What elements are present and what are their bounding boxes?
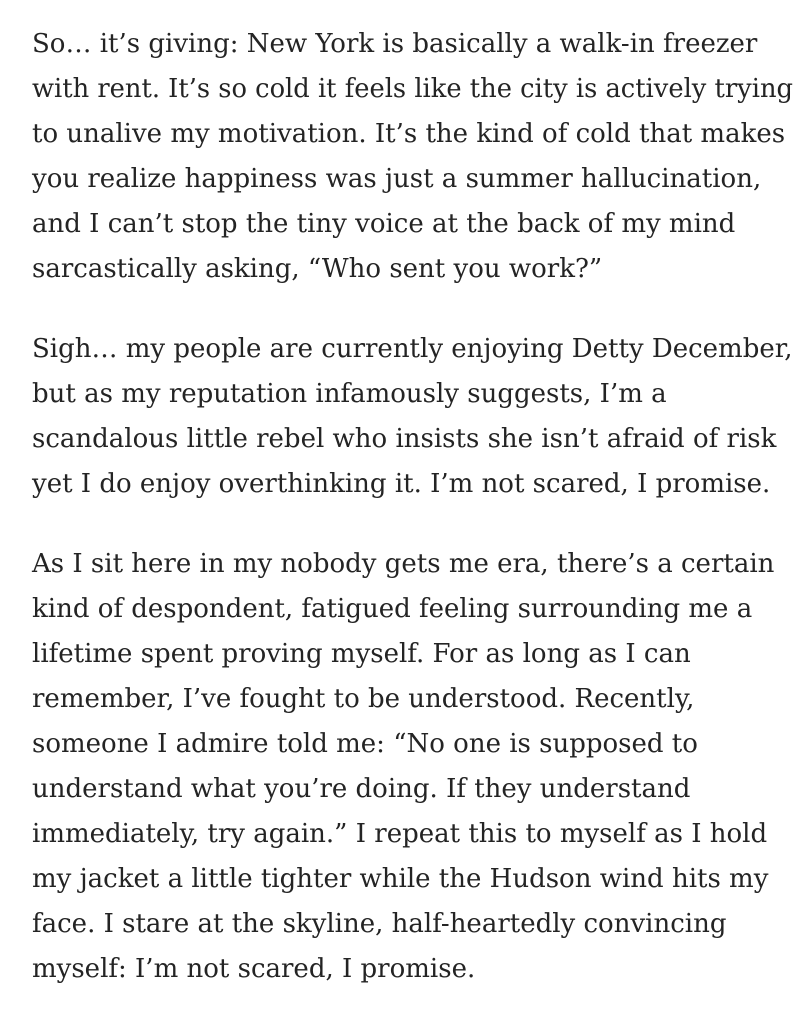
text-line: with rent. It’s so cold it feels like the city is actively trying [32, 74, 793, 104]
text-line: kind of despondent, fatigued feeling surrounding me a [32, 594, 753, 624]
text-line: to unalive my motivation. It’s the kind of cold that makes [32, 119, 786, 149]
text-line: face. I stare at the skyline, half-heartedly convincing [32, 909, 727, 939]
text-line: yet I do enjoy overthinking it. I’m not scared, I promise. [32, 469, 771, 499]
paragraph-3 [32, 542, 787, 992]
text-line: sarcastically asking, “Who sent you work?” [32, 254, 603, 284]
text-line: someone I admire told me: “No one is supposed to [32, 729, 698, 759]
text-line: myself: I’m not scared, I promise. [32, 954, 476, 984]
text-line: So… it’s giving: New York is basically a walk-in freezer [32, 29, 758, 59]
text-line: immediately, try again.” I repeat this to myself as I hold [32, 819, 768, 849]
text-line: lifetime spent proving myself. For as long as I can [32, 639, 691, 669]
text-line: you realize happiness was just a summer hallucination, [32, 164, 762, 194]
text-line: understand what you’re doing. If they understand [32, 774, 691, 804]
text-line: Sigh… my people are currently enjoying Detty December, [32, 334, 793, 364]
text-line: remember, I’ve fought to be understood. Recently, [32, 684, 695, 714]
text-line: scandalous little rebel who insists she isn’t afraid of risk [32, 424, 777, 454]
paragraph-1 [32, 22, 793, 292]
text-line: but as my reputation infamously suggests, I’m a [32, 379, 667, 409]
paragraph-2 [32, 327, 793, 507]
text-line: As I sit here in my nobody gets me era, there’s a certain [32, 549, 775, 579]
text-line: and I can’t stop the tiny voice at the back of my mind [32, 209, 736, 239]
text-line: my jacket a little tighter while the Hudson wind hits my [32, 864, 769, 894]
